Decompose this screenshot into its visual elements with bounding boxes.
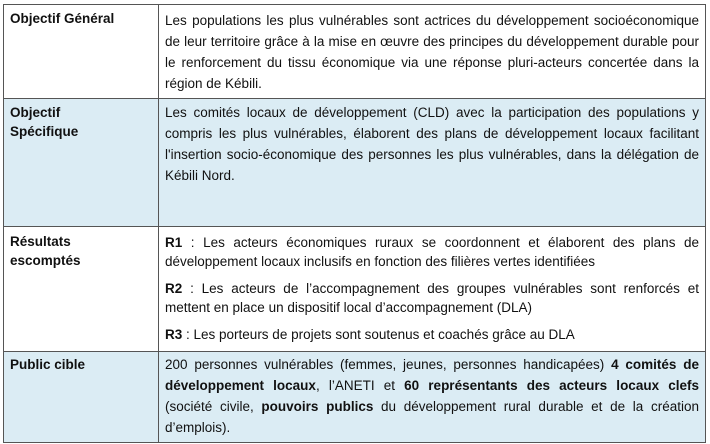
label-resultats-text: Résultats escomptés	[10, 234, 81, 268]
public-cible-seg-1: 200 personnes vulnérables (femmes, jeunes, personnes handicapées)	[165, 357, 612, 372]
result-item-r2	[165, 279, 699, 317]
label-objectif-specifique	[4, 99, 159, 227]
row-objectif-general	[4, 5, 706, 99]
result-text-r1: : Les acteurs économiques ruraux se coordonnent et élaborent des plans de développement locaux inclusifs en fonction des filières vertes identifiées	[165, 235, 699, 269]
label-public-cible-text: Public cible	[10, 357, 86, 372]
row-objectif-specifique	[4, 99, 706, 227]
row-resultats	[4, 227, 706, 352]
public-cible-seg-3: , l’ANETI et	[315, 378, 405, 393]
public-cible-seg-4: 60 représentants des acteurs locaux clefs	[404, 378, 699, 393]
objectif-general-text: Les populations les plus vulnérables sont actrices du développement socioéconomique de leur territoire grâce à la mise en œuvre des principes du développement durable pour le renforcement du tissu économique via une réponse pluri-acteurs concertée dans la région de Kébili.	[165, 13, 699, 91]
result-text-r2: : Les acteurs de l’accompagnement des groupes vulnérables sont renforcés et mettent en place un dispositif local d’accompagnement (DLA)	[165, 281, 699, 315]
value-objectif-specifique	[159, 99, 706, 227]
value-resultats	[159, 227, 706, 352]
result-code-r3: R3	[165, 327, 183, 342]
public-cible-seg-7: du développement rural durable et de la création d’emplois).	[165, 399, 700, 435]
label-objectif-specifique-text: Objectif Spécifique	[10, 105, 79, 139]
value-public-cible	[159, 352, 706, 443]
public-cible-seg-6: pouvoirs publics	[261, 399, 374, 414]
result-code-r2: R2	[165, 281, 183, 296]
public-cible-seg-2: 4 comités de développement locaux	[165, 357, 699, 393]
label-objectif-general	[4, 5, 159, 99]
label-objectif-general-text: Objectif Général	[10, 11, 115, 26]
result-text-r3: : Les porteurs de projets sont soutenus et coachés grâce au DLA	[182, 327, 575, 342]
label-resultats	[4, 227, 159, 352]
row-public-cible	[4, 352, 706, 443]
label-public-cible	[4, 352, 159, 443]
result-item-r1	[165, 233, 699, 271]
project-summary-table	[3, 4, 706, 443]
value-objectif-general	[159, 5, 706, 99]
objectif-specifique-text: Les comités locaux de développement (CLD) avec la participation des populations y compris les plus vulnérables, élaborent des plans de développement locaux facilitant l'insertion socio-économique des personnes les plus vulnérables, dans la délégation de Kébili Nord.	[165, 105, 699, 183]
result-code-r1: R1	[165, 235, 183, 250]
public-cible-seg-5: (société civile,	[165, 399, 262, 414]
result-item-r3	[165, 325, 699, 344]
